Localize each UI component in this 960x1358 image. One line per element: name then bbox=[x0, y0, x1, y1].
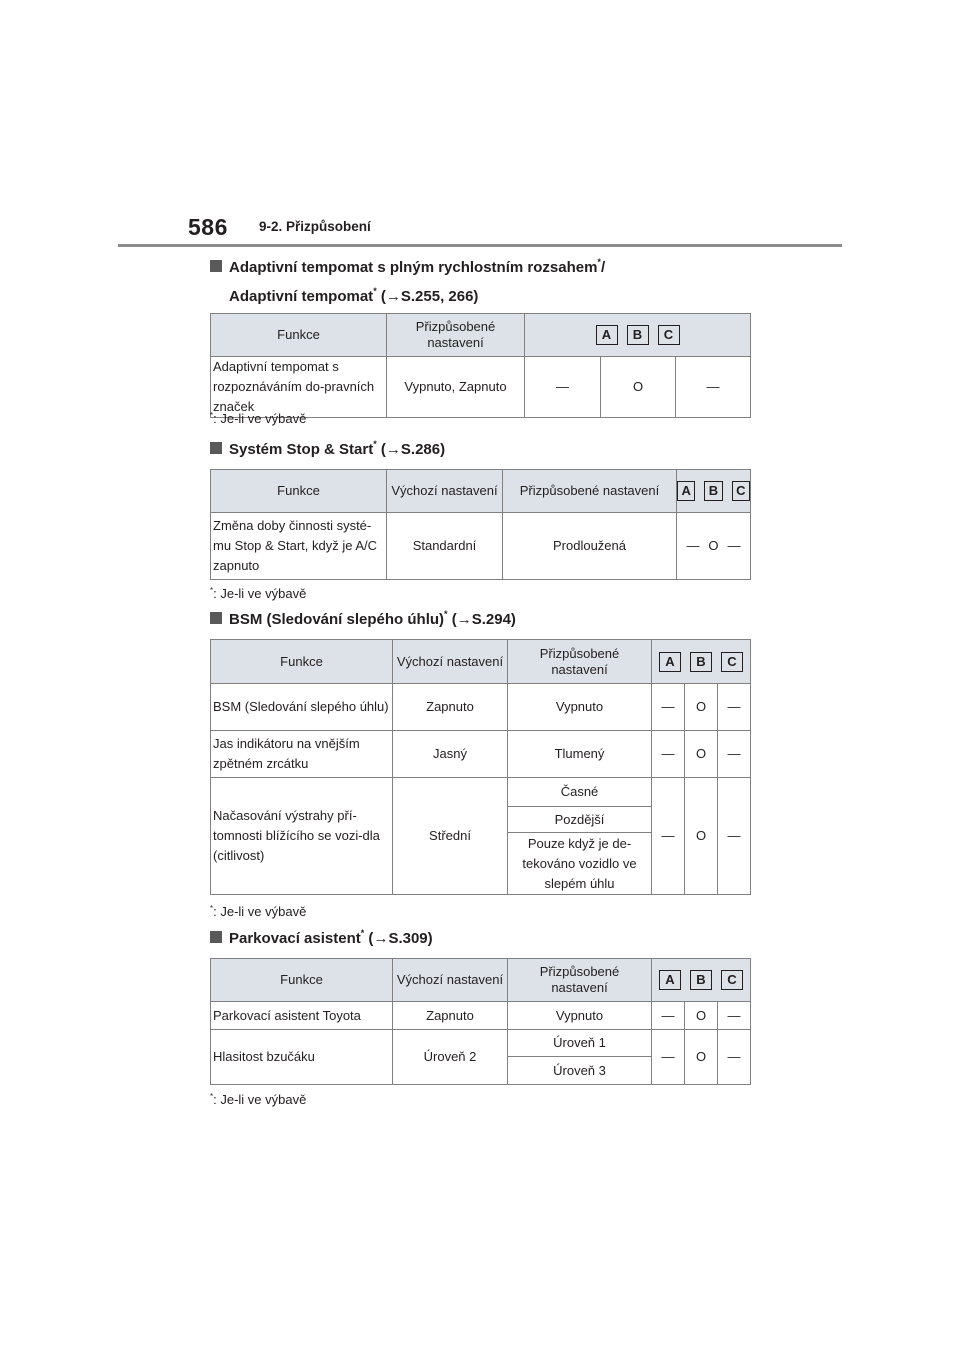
asterisk-mark: * bbox=[597, 257, 601, 267]
label-a: A bbox=[659, 652, 681, 672]
table-bsm bbox=[210, 639, 751, 895]
table-acc bbox=[210, 313, 751, 418]
cell-c: — bbox=[718, 684, 751, 731]
cell-a: — bbox=[652, 731, 685, 778]
cell-b: O bbox=[685, 1002, 718, 1030]
arrow-icon: → bbox=[373, 930, 389, 947]
section-title-text: Parkovací asistent bbox=[229, 930, 361, 947]
header-default: Výchozí nastavení bbox=[393, 640, 508, 684]
cell-abc bbox=[677, 513, 751, 580]
cell-custom-option: Pozdější bbox=[508, 807, 652, 833]
cell-funkce: Změna doby činnosti systé-mu Stop & Start, když je A/C zapnuto bbox=[211, 513, 387, 580]
cell-custom: Vypnuto, Zapnuto bbox=[387, 357, 525, 418]
cell-b: O bbox=[601, 357, 676, 418]
header-funkce: Funkce bbox=[211, 470, 387, 513]
cell-custom-option: Časné bbox=[508, 778, 652, 807]
table-row bbox=[211, 513, 751, 580]
table-row bbox=[211, 684, 751, 731]
section-title-text: Systém Stop & Start bbox=[229, 441, 374, 458]
cell-funkce: Hlasitost bzučáku bbox=[211, 1030, 393, 1085]
header-custom: Přizpůsobené nastavení bbox=[508, 640, 652, 684]
section-title-stop-start: Systém Stop & Start* (→S.286) bbox=[210, 435, 445, 464]
label-a: A bbox=[596, 325, 618, 345]
cell-c: — bbox=[718, 731, 751, 778]
table-header-row bbox=[211, 470, 751, 513]
header-abc bbox=[652, 959, 751, 1002]
label-a: A bbox=[677, 481, 695, 501]
table-header-row bbox=[211, 640, 751, 684]
header-default: Výchozí nastavení bbox=[393, 959, 508, 1002]
label-c: C bbox=[658, 325, 680, 345]
cell-custom-option: Úroveň 3 bbox=[508, 1057, 652, 1085]
section-title-parking: Parkovací asistent* (→S.309) bbox=[210, 924, 433, 953]
footnote bbox=[210, 586, 306, 601]
page-ref: S.255, 266) bbox=[400, 288, 479, 305]
label-c: C bbox=[721, 970, 743, 990]
cell-funkce: Parkovací asistent Toyota bbox=[211, 1002, 393, 1030]
section-title-text-line2: Adaptivní tempomat bbox=[229, 288, 374, 305]
header-custom: Přizpůsobené nastavení bbox=[387, 314, 525, 357]
header-abc bbox=[677, 470, 751, 513]
section-title-text: Adaptivní tempomat s plným rychlostním rozsahem bbox=[229, 259, 598, 276]
cell-c: — bbox=[718, 1030, 751, 1085]
header-abc bbox=[652, 640, 751, 684]
page-ref: S.309) bbox=[388, 930, 433, 947]
cell-a: — bbox=[686, 538, 700, 553]
footnote-text: : Je-li ve výbavě bbox=[213, 586, 307, 601]
bullet-square-icon bbox=[210, 612, 222, 624]
footnote bbox=[210, 1092, 306, 1107]
cell-default: Standardní bbox=[387, 513, 503, 580]
table-parking bbox=[210, 958, 751, 1085]
cell-b: O bbox=[708, 538, 719, 553]
cell-default: Střední bbox=[393, 778, 508, 895]
label-b: B bbox=[690, 970, 712, 990]
cell-b: O bbox=[685, 1030, 718, 1085]
asterisk-mark: * bbox=[210, 1092, 214, 1101]
footnote bbox=[210, 904, 306, 919]
header-funkce: Funkce bbox=[211, 314, 387, 357]
section-title-acc: Adaptivní tempomat s plným rychlostním rozsahem*/ Adaptivní tempomat* (→S.255, 266) bbox=[210, 253, 605, 311]
asterisk-mark: * bbox=[444, 609, 448, 619]
cell-b: O bbox=[685, 684, 718, 731]
cell-a: — bbox=[652, 1002, 685, 1030]
table-header-row bbox=[211, 314, 751, 357]
section-title-text: BSM (Sledování slepého úhlu) bbox=[229, 611, 445, 628]
arrow-icon: → bbox=[385, 441, 401, 458]
page-ref: S.294) bbox=[471, 611, 516, 628]
label-b: B bbox=[690, 652, 712, 672]
cell-custom: Prodloužená bbox=[503, 513, 677, 580]
bullet-square-icon bbox=[210, 931, 222, 943]
cell-c: — bbox=[727, 538, 741, 553]
cell-custom: Vypnuto bbox=[508, 1002, 652, 1030]
chapter-title: 9-2. Přizpůsobení bbox=[259, 219, 371, 234]
cell-funkce: Načasování výstrahy pří-tomnosti blížícího se vozi-dla (citlivost) bbox=[211, 778, 393, 895]
cell-b: O bbox=[685, 778, 718, 895]
cell-b: O bbox=[685, 731, 718, 778]
footnote bbox=[210, 411, 306, 426]
footnote-text: : Je-li ve výbavě bbox=[213, 1092, 307, 1107]
asterisk-mark: * bbox=[373, 286, 377, 296]
table-row bbox=[211, 778, 751, 807]
footnote-text: : Je-li ve výbavě bbox=[213, 411, 307, 426]
label-a: A bbox=[659, 970, 681, 990]
cell-default: Úroveň 2 bbox=[393, 1030, 508, 1085]
table-header-row bbox=[211, 959, 751, 1002]
cell-default: Zapnuto bbox=[393, 684, 508, 731]
label-c: C bbox=[732, 481, 750, 501]
table-row bbox=[211, 357, 751, 418]
asterisk-mark: * bbox=[360, 928, 365, 938]
cell-a: — bbox=[525, 357, 601, 418]
cell-custom-option: Úroveň 1 bbox=[508, 1030, 652, 1057]
cell-a: — bbox=[652, 1030, 685, 1085]
cell-funkce: Adaptivní tempomat s rozpoznáváním do-pravních značek bbox=[211, 357, 387, 418]
arrow-icon: → bbox=[385, 288, 401, 305]
cell-c: — bbox=[718, 778, 751, 895]
cell-c: — bbox=[676, 357, 751, 418]
cell-custom: Tlumený bbox=[508, 731, 652, 778]
cell-funkce: BSM (Sledování slepého úhlu) bbox=[211, 684, 393, 731]
bullet-square-icon bbox=[210, 260, 222, 272]
slash: / bbox=[600, 259, 606, 276]
section-title-bsm: BSM (Sledování slepého úhlu)* (→S.294) bbox=[210, 605, 516, 634]
cell-default: Jasný bbox=[393, 731, 508, 778]
asterisk-mark: * bbox=[210, 411, 214, 420]
cell-a: — bbox=[652, 778, 685, 895]
cell-custom: Vypnuto bbox=[508, 684, 652, 731]
table-row bbox=[211, 1002, 751, 1030]
page-ref: S.286) bbox=[400, 441, 446, 458]
asterisk-mark: * bbox=[210, 586, 214, 595]
header-funkce: Funkce bbox=[211, 640, 393, 684]
cell-custom-option: Pouze když je de-tekováno vozidlo ve slepém úhlu bbox=[508, 833, 652, 895]
cell-default: Zapnuto bbox=[393, 1002, 508, 1030]
asterisk-mark: * bbox=[373, 439, 377, 449]
header-default: Výchozí nastavení bbox=[387, 470, 503, 513]
table-row bbox=[211, 731, 751, 778]
page-number: 586 bbox=[188, 214, 228, 240]
table-stop-start bbox=[210, 469, 751, 580]
header-custom: Přizpůsobené nastavení bbox=[503, 470, 677, 513]
header-rule bbox=[118, 244, 842, 247]
header-custom: Přizpůsobené nastavení bbox=[508, 959, 652, 1002]
label-c: C bbox=[721, 652, 743, 672]
cell-funkce: Jas indikátoru na vnějším zpětném zrcátku bbox=[211, 731, 393, 778]
header-funkce: Funkce bbox=[211, 959, 393, 1002]
cell-c: — bbox=[718, 1002, 751, 1030]
label-b: B bbox=[704, 481, 722, 501]
footnote-text: : Je-li ve výbavě bbox=[213, 904, 307, 919]
table-row bbox=[211, 1030, 751, 1057]
asterisk-mark: * bbox=[210, 904, 214, 913]
label-b: B bbox=[627, 325, 649, 345]
cell-a: — bbox=[652, 684, 685, 731]
bullet-square-icon bbox=[210, 442, 222, 454]
arrow-icon: → bbox=[456, 611, 472, 628]
header-abc bbox=[525, 314, 751, 357]
